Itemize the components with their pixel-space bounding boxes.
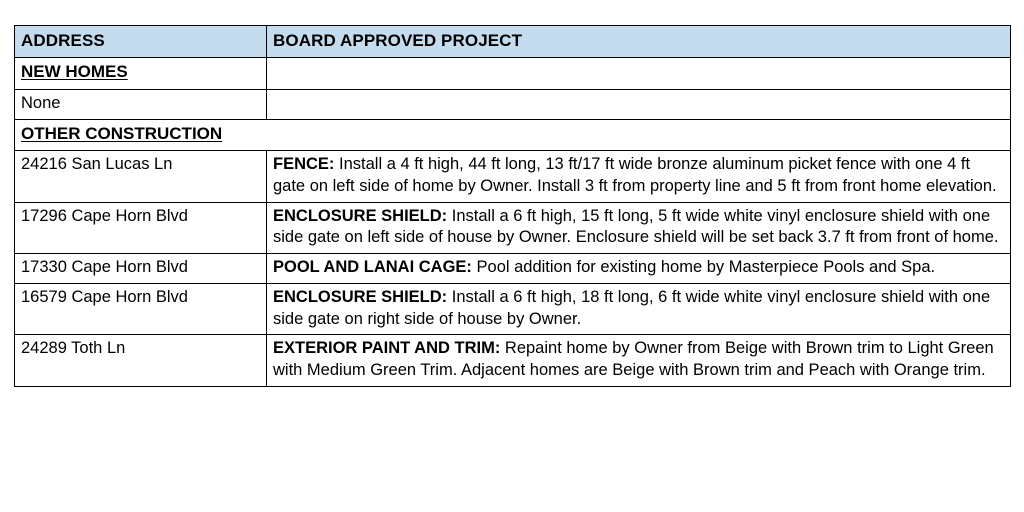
table-row bbox=[15, 283, 1011, 335]
table-row bbox=[15, 89, 1011, 119]
section-label-other-construction: OTHER CONSTRUCTION bbox=[21, 123, 223, 143]
section-row-new-homes bbox=[15, 58, 1011, 89]
row-project-text: Install a 4 ft high, 44 ft long, 13 ft/17 ft wide bronze aluminum picket fence with one 4 ft gate on left side of home by Owner. Install 3 ft from property line and 5 ft from front home elevation. bbox=[273, 155, 997, 195]
row-project-label: FENCE: bbox=[273, 155, 335, 174]
row-project bbox=[267, 254, 1011, 284]
row-project bbox=[267, 283, 1011, 335]
row-project bbox=[267, 151, 1011, 203]
table-row bbox=[15, 202, 1011, 254]
section-label-cell bbox=[15, 119, 1011, 150]
column-header-address: ADDRESS bbox=[15, 26, 267, 58]
row-address: 16579 Cape Horn Blvd bbox=[15, 283, 267, 335]
row-project-text: Repaint home by Owner from Beige with Brown trim to Light Green with Medium Green Trim. Adjacent homes are Beige with Brown trim and Peach with Orange trim. bbox=[273, 339, 994, 380]
table-row bbox=[15, 335, 1011, 387]
row-project-label: EXTERIOR PAINT AND TRIM: bbox=[273, 339, 501, 358]
row-address: 24216 San Lucas Ln bbox=[15, 151, 267, 203]
row-project-text: Pool addition for existing home by Masterpiece Pools and Spa. bbox=[471, 258, 936, 277]
section-row-other-construction bbox=[15, 119, 1011, 150]
column-header-project: BOARD APPROVED PROJECT bbox=[267, 26, 1011, 58]
row-project-text: Install a 6 ft high, 18 ft long, 6 ft wide white vinyl enclosure shield with one side gate on right side of house by Owner. bbox=[273, 287, 991, 328]
section-label-new-homes: NEW HOMES bbox=[21, 62, 128, 82]
row-address: 17330 Cape Horn Blvd bbox=[15, 254, 267, 284]
row-project-label: ENCLOSURE SHIELD: bbox=[273, 287, 448, 306]
row-project bbox=[267, 335, 1011, 387]
row-project-text: Install a 6 ft high, 15 ft long, 5 ft wide white vinyl enclosure shield with one side gate on left side of house by Owner. Enclosure shield will be set back 3.7 ft from front of home. bbox=[273, 206, 999, 247]
section-empty-cell bbox=[267, 58, 1011, 89]
row-address: 17296 Cape Horn Blvd bbox=[15, 202, 267, 254]
table-header-row bbox=[15, 26, 1011, 58]
board-approved-projects-table bbox=[14, 25, 1011, 387]
table-row bbox=[15, 151, 1011, 203]
row-project-label: POOL AND LANAI CAGE: bbox=[273, 258, 472, 277]
row-address: None bbox=[15, 89, 267, 119]
row-project bbox=[267, 89, 1011, 119]
row-address: 24289 Toth Ln bbox=[15, 335, 267, 387]
row-project bbox=[267, 202, 1011, 254]
section-label-cell bbox=[15, 58, 267, 89]
table-row bbox=[15, 254, 1011, 284]
row-project-label: ENCLOSURE SHIELD: bbox=[273, 206, 448, 225]
